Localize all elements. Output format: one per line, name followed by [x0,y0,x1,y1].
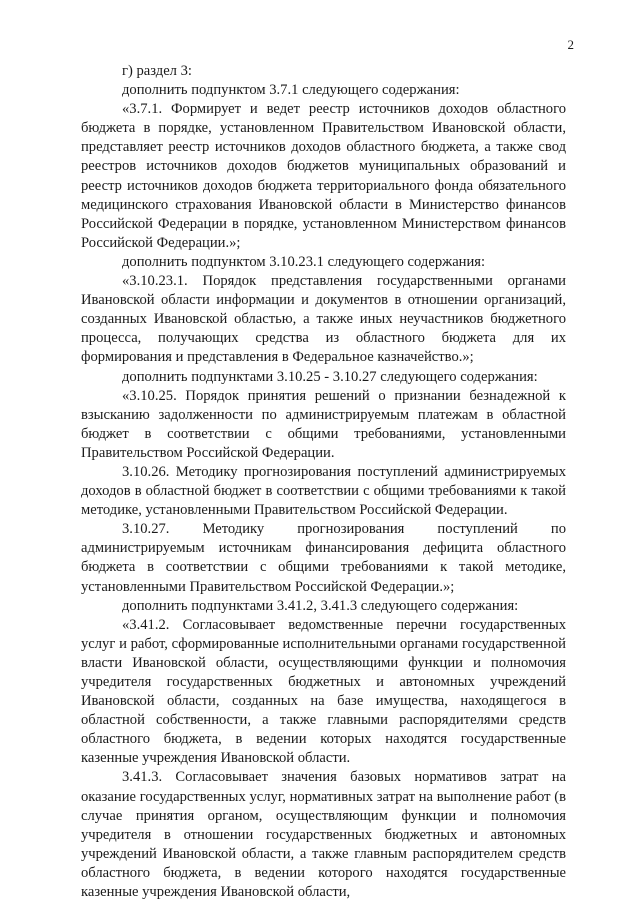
clause-3-10-27: 3.10.27. Методику прогнозирования поступлений по администрируемым источникам финансирования дефицита областного бюджета в соответствии с общими требованиями к такой методике, установленными Правительством Российской Федерации.»; [81,521,566,595]
clause-3-7-1: «3.7.1. Формирует и ведет реестр источников доходов областного бюджета в порядке, установленном Правительством Ивановской области, представляет реестр источников доходов областного бюджета, а также свод реестров источников доходов бюджетов муниципальных образований и реестр источников доходов бюджета территориального фонда обязательного медицинского страхования Ивановской области в Министерство финансов Российской Федерации в порядке, установленном Министерством финансов Российской Федерации.»; [81,101,566,251]
clause-3-41-3: 3.41.3. Согласовывает значения базовых нормативов затрат на оказание государственных услуг, нормативных затрат на выполнение работ (в случае принятия органом, осуществляющим функции и полномочия учредителя в отношении государственных бюджетных и автономных учреждений Ивановской области, а также главным распорядителем средств областного бюджета, в ведении которого находятся государственные казенные учреждения Ивановской области, [81,769,566,901]
page-number: 2 [567,37,574,52]
amendment-instruction: дополнить подпунктом 3.7.1 следующего содержания: [122,82,460,99]
section-heading: г) раздел 3: [122,63,192,79]
clause-3-10-23-1: «3.10.23.1. Порядок представления государственными органами Ивановской области информации и документов в отношении организаций, созданных Ивановской областью, а также иных неучастников бюджетного процесса, получающих средства из областного бюджета для их формирования и представления в Федеральное казначейство.»; [81,273,566,366]
clause-3-10-25: «3.10.25. Порядок принятия решений о признании безнадежной к взысканию задолженности по администрируемым платежам в областной бюджет в соответствии с общими требованиями, установленными Правительством Российской Федерации. [81,387,566,461]
amendment-instruction: дополнить подпунктами 3.41.2, 3.41.3 следующего содержания: [122,597,519,614]
document-body [81,62,566,902]
clause-3-10-26: 3.10.26. Методику прогнозирования поступлений администрируемых доходов в областной бюджет в соответствии с общими требованиями к такой методике, установленными Правительством Российской Федерации. [81,463,566,519]
clause-3-41-2: «3.41.2. Согласовывает ведомственные перечни государственных услуг и работ, сформированные исполнительными органами государственной власти Ивановской области, осуществляющими функции и полномочия учредителя государственных бюджетных и автономных учреждений Ивановской области, созданных на базе имущества, находящегося в областной собственности, а также главными распорядителями средств областного бюджета, в ведении которых находятся государственные казенные учреждения Ивановской области. [81,616,566,767]
amendment-instruction: дополнить подпунктом 3.10.23.1 следующего содержания: [122,253,486,270]
amendment-instruction: дополнить подпунктами 3.10.25 - 3.10.27 следующего содержания: [122,368,538,385]
